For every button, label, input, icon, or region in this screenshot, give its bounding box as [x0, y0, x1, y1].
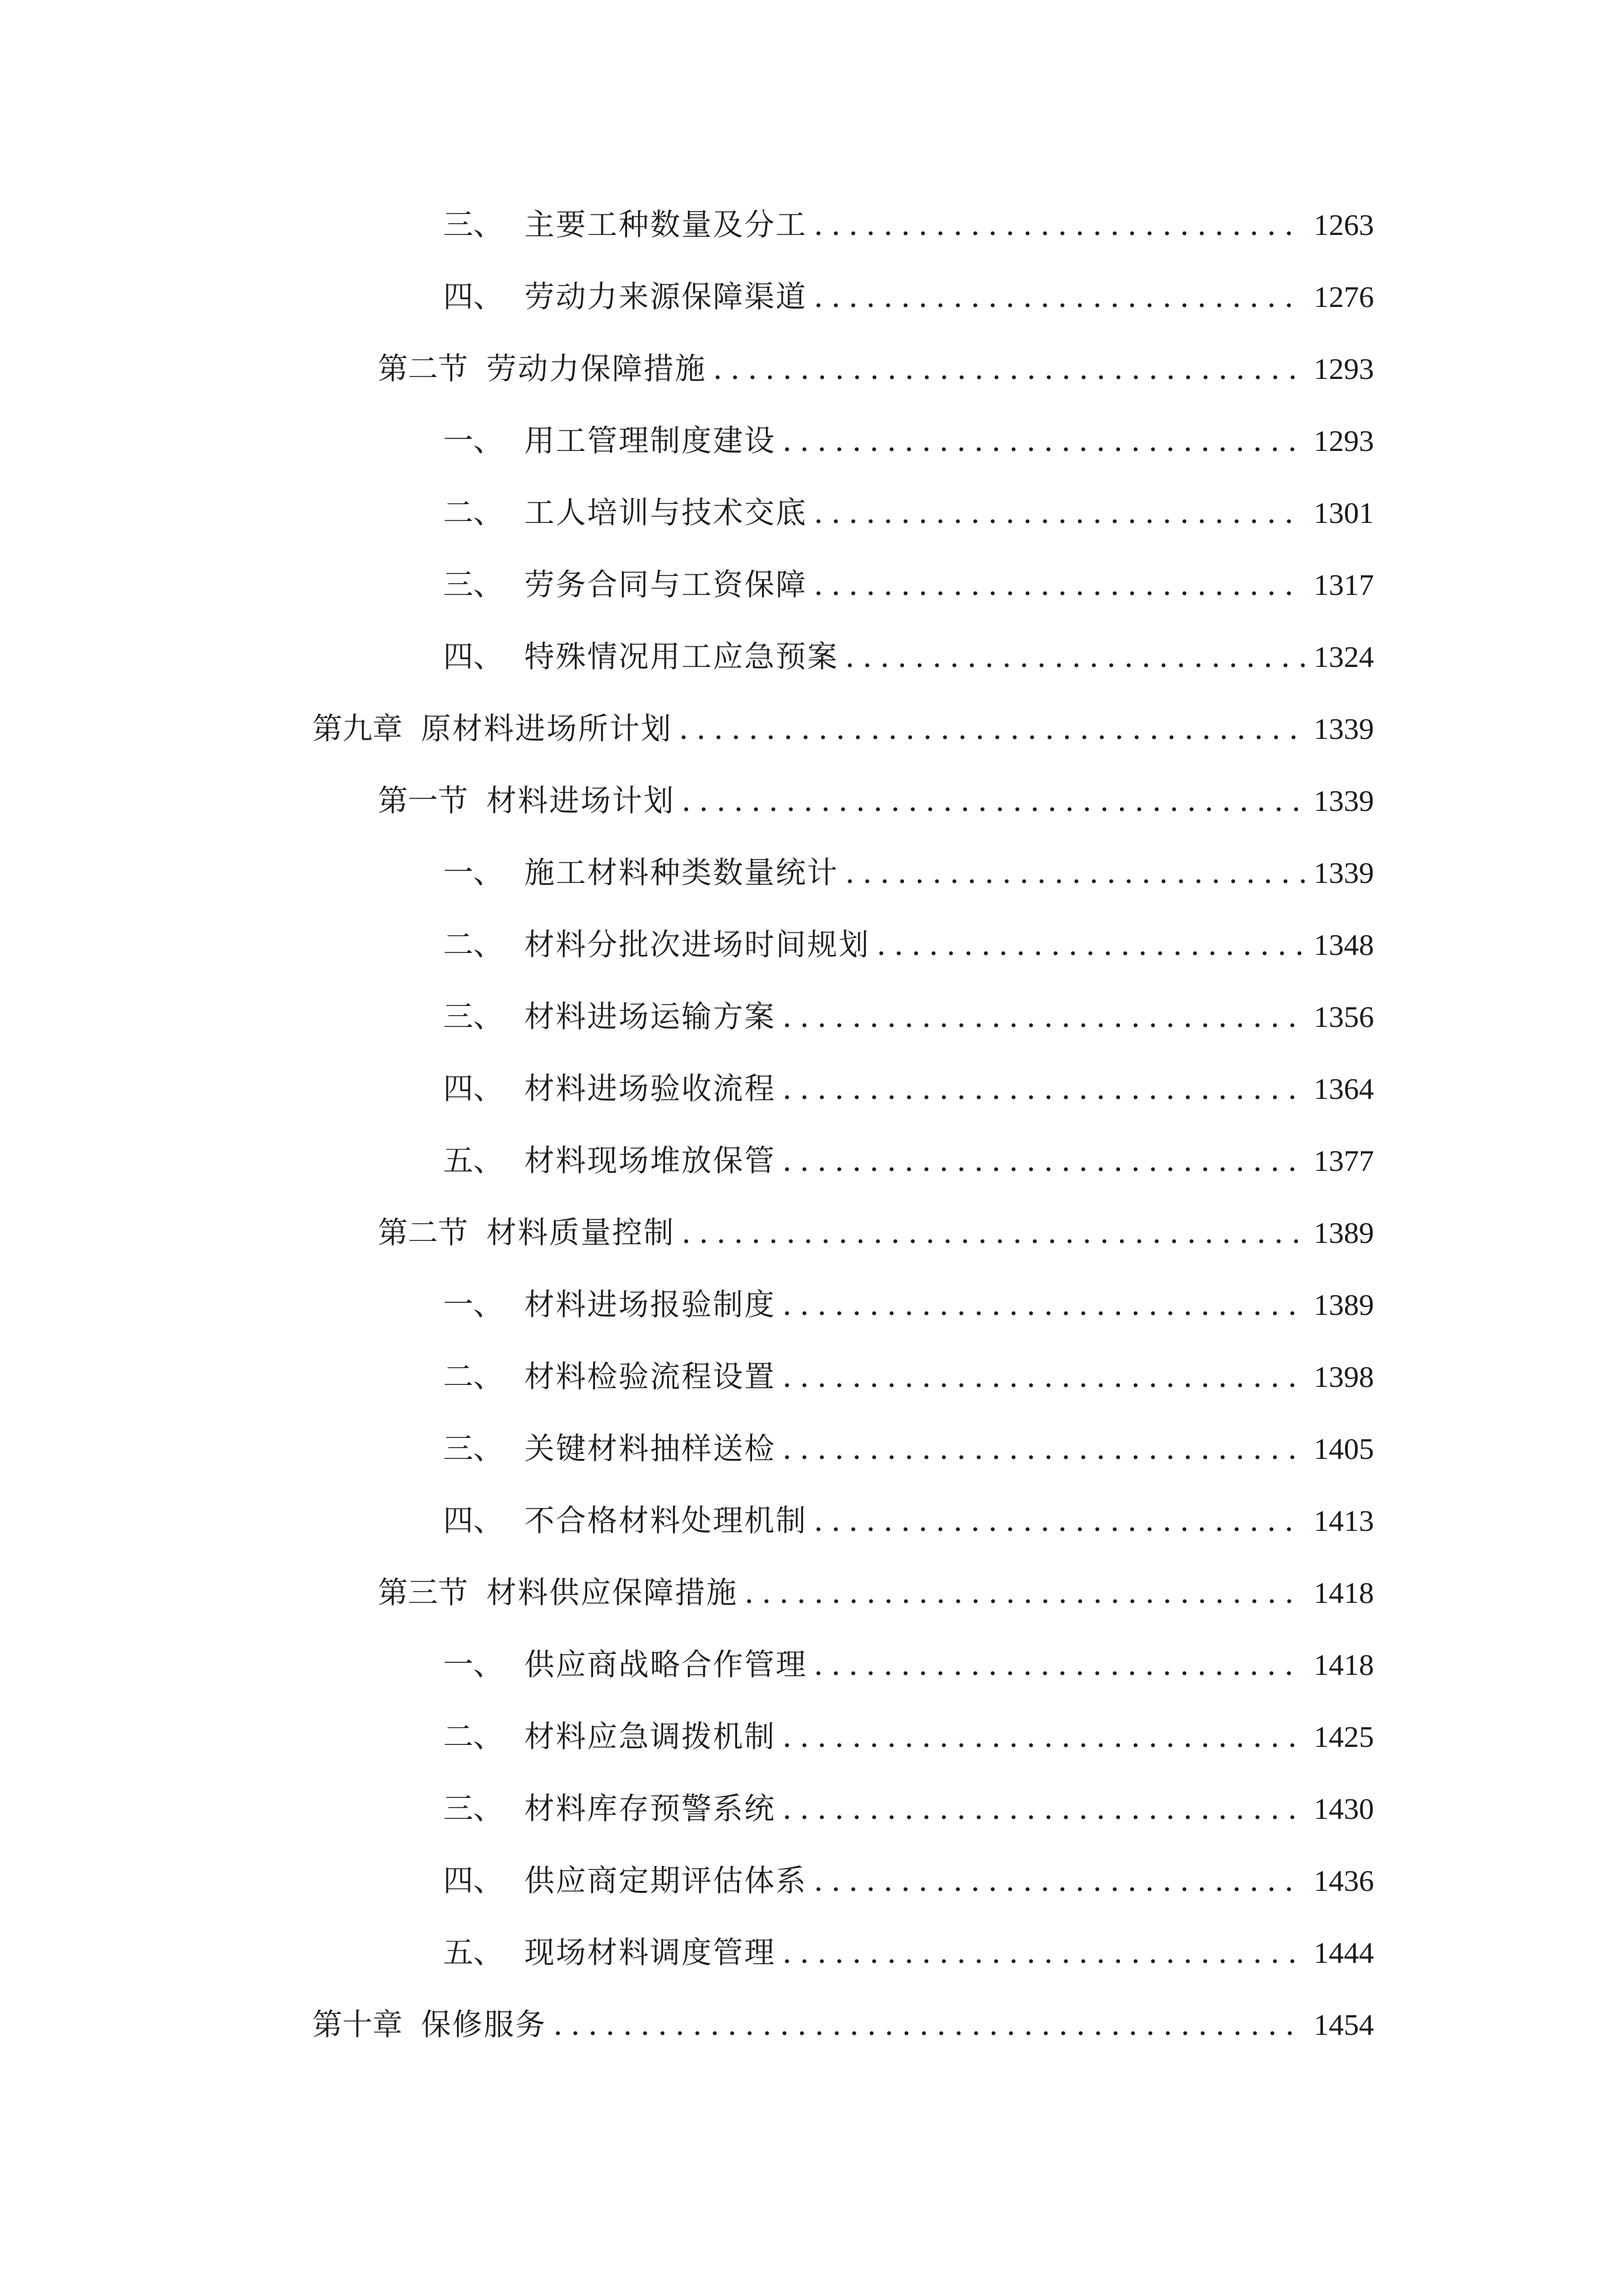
toc-page-number: 1348 — [1314, 928, 1374, 961]
toc-leader-dots — [782, 1412, 1305, 1484]
toc-leader-dots — [814, 1628, 1305, 1700]
toc-item-number: 二、 — [443, 1359, 503, 1394]
toc-entry-item[interactable] — [0, 1916, 1624, 1988]
toc-section-number: 第二节 — [378, 1215, 468, 1250]
toc-item-title: 现场材料调度管理 — [524, 1935, 776, 1970]
toc-item-title: 用工管理制度建设 — [524, 423, 776, 458]
toc-entry-item[interactable] — [0, 908, 1624, 980]
toc-page-number: 1436 — [1314, 1864, 1374, 1897]
toc-page-number: 1405 — [1314, 1432, 1374, 1465]
toc-page-number: 1389 — [1314, 1216, 1374, 1249]
toc-leader-dots — [782, 1340, 1305, 1412]
toc-item-title: 材料进场报验制度 — [524, 1287, 776, 1322]
toc-entry-item[interactable] — [0, 476, 1624, 548]
toc-page-number: 1377 — [1314, 1144, 1374, 1177]
toc-item-number: 三、 — [443, 999, 503, 1034]
toc-leader-dots — [681, 764, 1305, 836]
toc-item-number: 五、 — [443, 1935, 503, 1970]
toc-entry-item[interactable] — [0, 188, 1624, 260]
toc-item-number: 二、 — [443, 1719, 503, 1754]
toc-item-title: 主要工种数量及分工 — [524, 207, 807, 242]
toc-leader-dots — [679, 692, 1305, 764]
toc-entry-item[interactable] — [0, 1340, 1624, 1412]
toc-page-number: 1324 — [1314, 640, 1374, 673]
toc-item-number: 三、 — [443, 207, 503, 242]
toc-entry-section[interactable] — [0, 764, 1624, 836]
toc-item-title: 劳动力来源保障渠道 — [524, 279, 807, 314]
toc-entry-item[interactable] — [0, 404, 1624, 476]
toc-item-title: 不合格材料处理机制 — [524, 1503, 807, 1538]
table-of-contents — [0, 188, 1624, 2060]
toc-page-number: 1389 — [1314, 1288, 1374, 1321]
toc-item-title: 材料应急调拨机制 — [524, 1719, 776, 1754]
toc-leader-dots — [814, 188, 1305, 260]
toc-entry-item[interactable] — [0, 1700, 1624, 1772]
toc-page-number: 1425 — [1314, 1720, 1374, 1753]
toc-item-title: 施工材料种类数量统计 — [524, 855, 839, 890]
toc-item-title: 材料进场运输方案 — [524, 999, 776, 1034]
toc-entry-item[interactable] — [0, 260, 1624, 332]
toc-leader-dots — [782, 404, 1305, 476]
toc-leader-dots — [782, 1772, 1305, 1844]
toc-chapter-title: 原材料进场所计划 — [421, 711, 672, 746]
toc-page-number: 1293 — [1314, 424, 1374, 457]
toc-item-number: 四、 — [443, 279, 503, 314]
toc-item-number: 三、 — [443, 567, 503, 602]
toc-page-number: 1317 — [1314, 568, 1374, 601]
toc-entry-item[interactable] — [0, 1844, 1624, 1916]
toc-item-number: 五、 — [443, 1143, 503, 1178]
toc-entry-item[interactable] — [0, 1412, 1624, 1484]
toc-leader-dots — [845, 836, 1305, 908]
toc-entry-item[interactable] — [0, 836, 1624, 908]
toc-leader-dots — [845, 620, 1305, 692]
toc-chapter-number: 第九章 — [312, 711, 403, 746]
toc-entry-item[interactable] — [0, 1484, 1624, 1556]
toc-entry-item[interactable] — [0, 1628, 1624, 1700]
toc-leader-dots — [744, 1556, 1305, 1628]
toc-page-number: 1418 — [1314, 1648, 1374, 1681]
toc-entry-item[interactable] — [0, 1772, 1624, 1844]
toc-leader-dots — [814, 548, 1305, 620]
toc-item-title: 材料检验流程设置 — [524, 1359, 776, 1394]
toc-leader-dots — [782, 980, 1305, 1052]
toc-section-title: 材料进场计划 — [486, 783, 675, 818]
toc-item-title: 材料进场验收流程 — [524, 1071, 776, 1106]
toc-leader-dots — [782, 1700, 1305, 1772]
toc-item-title: 供应商定期评估体系 — [524, 1863, 807, 1898]
toc-leader-dots — [814, 260, 1305, 332]
toc-page-number: 1339 — [1314, 712, 1374, 745]
toc-page-number: 1413 — [1314, 1504, 1374, 1537]
toc-entry-item[interactable] — [0, 980, 1624, 1052]
toc-leader-dots — [814, 1844, 1305, 1916]
toc-item-title: 劳务合同与工资保障 — [524, 567, 807, 602]
toc-section-number: 第二节 — [378, 351, 468, 386]
toc-item-number: 一、 — [443, 855, 503, 890]
toc-entry-item[interactable] — [0, 620, 1624, 692]
toc-leader-dots — [782, 1268, 1305, 1340]
toc-item-title: 工人培训与技术交底 — [524, 495, 807, 530]
toc-entry-item[interactable] — [0, 1124, 1624, 1196]
toc-item-title: 材料现场堆放保管 — [524, 1143, 776, 1178]
toc-section-title: 劳动力保障措施 — [486, 351, 706, 386]
toc-section-title: 材料质量控制 — [486, 1215, 675, 1250]
toc-leader-dots — [681, 1196, 1305, 1268]
toc-leader-dots — [782, 1916, 1305, 1988]
toc-page-number: 1276 — [1314, 280, 1374, 314]
toc-page-number: 1356 — [1314, 1000, 1374, 1033]
toc-page-number: 1444 — [1314, 1936, 1374, 1969]
toc-chapter-number: 第十章 — [312, 2007, 403, 2042]
toc-item-title: 材料库存预警系统 — [524, 1791, 776, 1826]
toc-page-number: 1418 — [1314, 1576, 1374, 1609]
toc-page-number: 1454 — [1314, 2008, 1374, 2041]
toc-leader-dots — [713, 332, 1305, 404]
toc-chapter-title: 保修服务 — [421, 2007, 547, 2042]
toc-page-number: 1339 — [1314, 784, 1374, 817]
toc-entry-item[interactable] — [0, 1268, 1624, 1340]
toc-entry-chapter[interactable] — [0, 692, 1624, 764]
toc-entry-section[interactable] — [0, 1556, 1624, 1628]
toc-item-number: 四、 — [443, 1071, 503, 1106]
toc-section-number: 第三节 — [378, 1575, 468, 1610]
toc-leader-dots — [814, 1484, 1305, 1556]
toc-page-number: 1263 — [1314, 208, 1374, 242]
toc-page-number: 1364 — [1314, 1072, 1374, 1105]
toc-section-number: 第一节 — [378, 783, 468, 818]
toc-leader-dots — [782, 1124, 1305, 1196]
toc-page-number: 1339 — [1314, 856, 1374, 889]
toc-page-number: 1293 — [1314, 352, 1374, 386]
toc-item-number: 二、 — [443, 927, 503, 962]
toc-item-title: 特殊情况用工应急预案 — [524, 639, 839, 674]
toc-page-number: 1301 — [1314, 496, 1374, 529]
toc-item-number: 一、 — [443, 423, 503, 458]
toc-section-title: 材料供应保障措施 — [486, 1575, 738, 1610]
toc-entry-section[interactable] — [0, 1196, 1624, 1268]
toc-page-number: 1430 — [1314, 1792, 1374, 1825]
toc-item-title: 供应商战略合作管理 — [524, 1647, 807, 1682]
toc-item-number: 四、 — [443, 1863, 503, 1898]
toc-item-number: 一、 — [443, 1287, 503, 1322]
toc-item-title: 材料分批次进场时间规划 — [524, 927, 870, 962]
toc-entry-chapter[interactable] — [0, 1988, 1624, 2060]
toc-item-number: 四、 — [443, 1503, 503, 1538]
toc-item-number: 二、 — [443, 495, 503, 530]
toc-item-title: 关键材料抽样送检 — [524, 1431, 776, 1466]
toc-leader-dots — [553, 1988, 1305, 2060]
toc-leader-dots — [876, 908, 1305, 980]
toc-leader-dots — [814, 476, 1305, 548]
toc-leader-dots — [782, 1052, 1305, 1124]
toc-item-number: 三、 — [443, 1791, 503, 1826]
toc-entry-item[interactable] — [0, 548, 1624, 620]
toc-item-number: 一、 — [443, 1647, 503, 1682]
toc-page-number: 1398 — [1314, 1360, 1374, 1393]
toc-entry-section[interactable] — [0, 332, 1624, 404]
toc-item-number: 四、 — [443, 639, 503, 674]
toc-entry-item[interactable] — [0, 1052, 1624, 1124]
toc-item-number: 三、 — [443, 1431, 503, 1466]
